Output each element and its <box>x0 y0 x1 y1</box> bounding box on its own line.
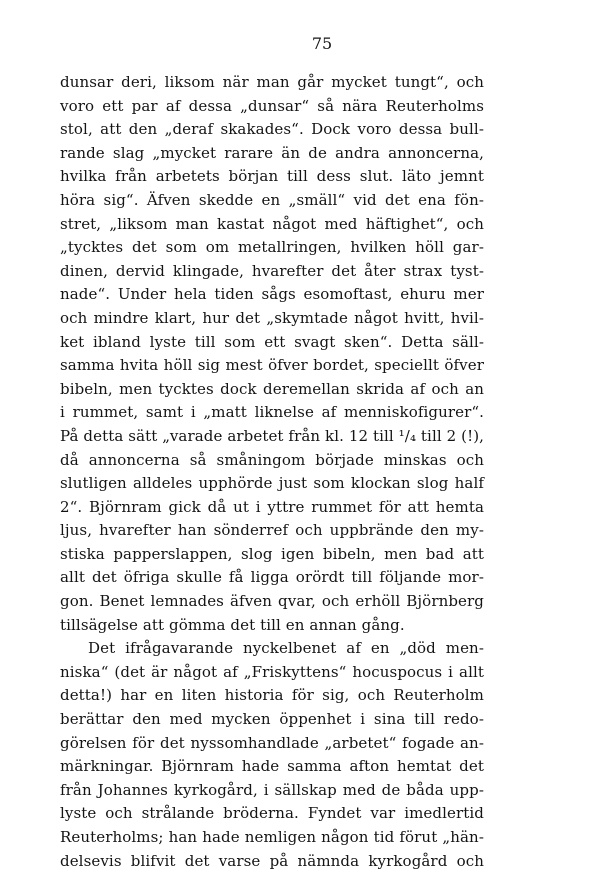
text-line: från Johannes kyrkogård, i sällskap med de båda upp- <box>60 780 484 799</box>
text-line: hvilka från arbetets början till dess slut. läto jemnt <box>60 167 484 186</box>
text-line: slutligen alldeles upphörde just som klockan slog half <box>60 474 484 493</box>
text-line: detta!) har en liten historia för sig, och Reuterholm <box>60 686 484 705</box>
text-line: berättar den med mycken öppenhet i sina till redo- <box>60 710 484 729</box>
text-line: „tycktes det som om metallringen, hvilken höll gar- <box>60 238 484 257</box>
text-line: dinen, dervid klingade, hvarefter det åter strax tyst- <box>60 261 484 280</box>
body-text <box>60 71 484 873</box>
text-line: görelsen för det nyssomhandlade „arbetet“ fogade an- <box>60 733 484 752</box>
text-line: rande slag „mycket rarare än de andra annoncerna, <box>60 143 484 162</box>
text-line: nade“. Under hela tiden sågs esomoftast, ehuru mer <box>60 285 484 304</box>
text-line: voro ett par af dessa „dunsar“ så nära Reuterholms <box>60 96 484 115</box>
text-line: bibeln, men tycktes dock deremellan skrida af och an <box>60 379 484 398</box>
text-line: höra sig“. Äfven skedde en „smäll“ vid det ena fön- <box>60 190 484 209</box>
text-line: ket ibland lyste till som ett svagt sken“. Detta säll- <box>60 332 484 351</box>
text-line: 2“. Björnram gick då ut i yttre rummet för att hemta <box>60 497 484 516</box>
text-line: lyste och strålande bröderna. Fyndet var imedlertid <box>60 804 484 823</box>
page-number: 75 <box>311 34 333 53</box>
text-line: dunsar deri, liksom när man går mycket tungt“, och <box>60 73 484 91</box>
text-line: i rummet, samt i „matt liknelse af menniskofigurer“. <box>60 403 484 422</box>
text-line: delsevis blifvit det varse på nämnda kyrkogård och <box>60 851 484 870</box>
text-line: stol, att den „deraf skakades“. Dock voro dessa bull- <box>60 120 484 139</box>
paragraph-end-line: tillsägelse att gömma det till en annan gång. <box>60 615 405 634</box>
text-line: Reuterholms; han hade nemligen någon tid förut „hän- <box>60 828 484 846</box>
text-line: och mindre klart, hur det „skymtade något hvitt, hvil- <box>60 308 484 327</box>
text-line: stret, „liksom man kastat något med häftighet“, och <box>60 214 484 233</box>
paragraph-start-line: Det ifrågavarande nyckelbenet af en „död men- <box>88 639 484 658</box>
text-line: ljus, hvarefter han sönderref och uppbrände den my- <box>60 521 484 540</box>
text-line: gon. Benet lemnades äfven qvar, och erhöll Björnberg <box>60 592 484 611</box>
text-line: allt det öfriga skulle få ligga orördt till följande mor- <box>60 568 484 587</box>
text-line: niska“ (det är något af „Friskyttens“ hocuspocus i allt <box>60 662 484 681</box>
text-line: märkningar. Björnram hade samma afton hemtat det <box>60 757 484 776</box>
text-line: då annoncerna så småningom började minskas och <box>60 450 484 469</box>
text-line: samma hvita höll sig mest öfver bordet, speciellt öfver <box>60 356 484 375</box>
text-line: stiska papperslappen, slog igen bibeln, men bad att <box>60 544 484 563</box>
text-line: På detta sätt „varade arbetet från kl. 12 till ¹/₄ till 2 (!), <box>60 426 485 445</box>
